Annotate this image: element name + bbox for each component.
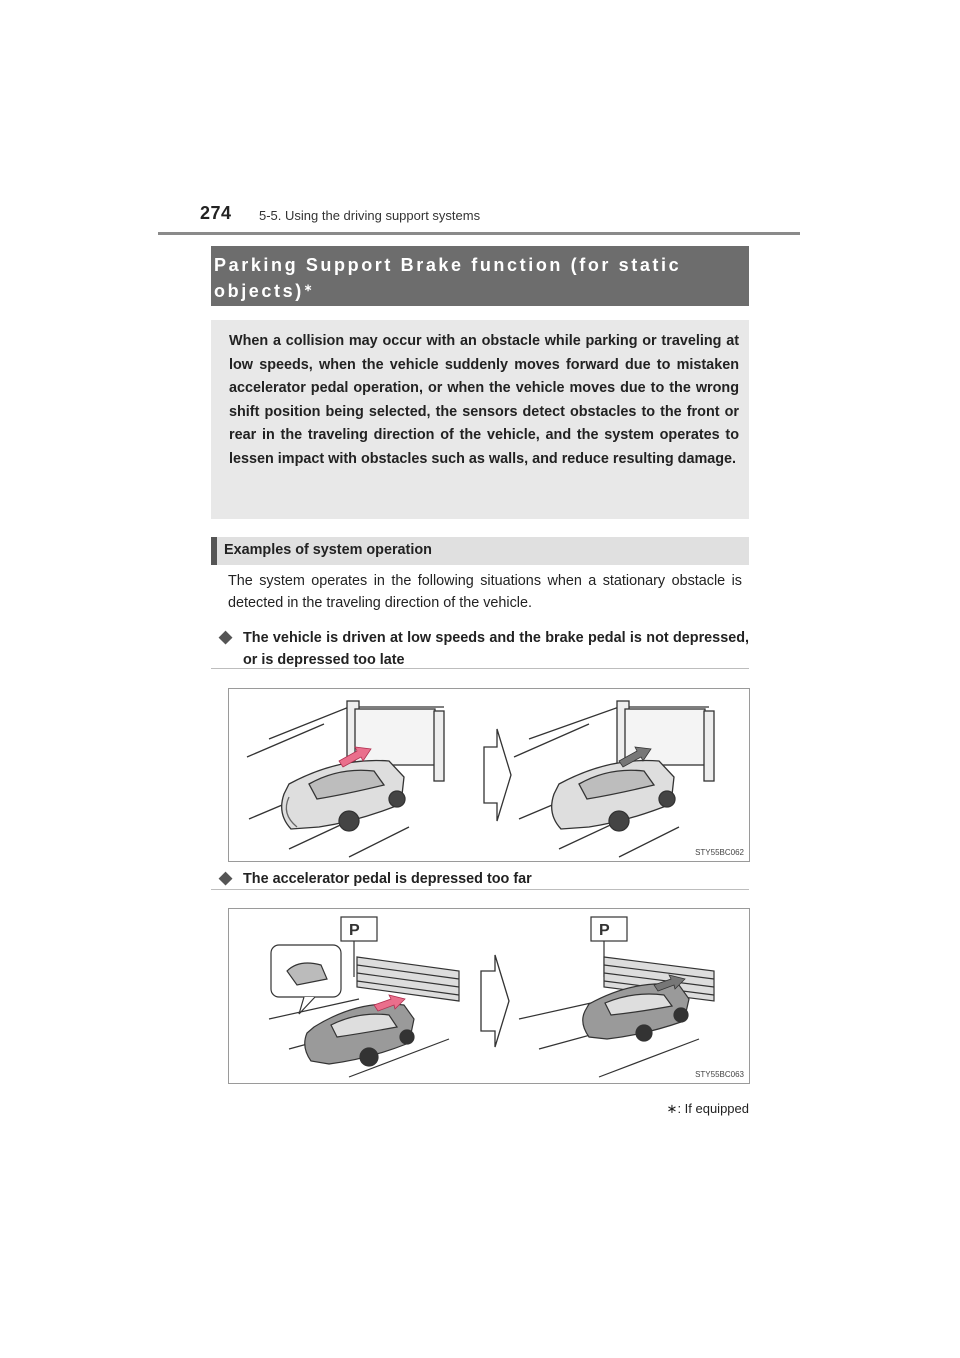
figure-code: STY55BC063 (695, 1070, 744, 1079)
intro-paragraph: When a collision may occur with an obstacle while parking or traveling at low speeds, when the vehicle suddenly moves forward due to mistaken accelerator pedal operation, or when the vehicle moves due to the wrong shift position being selected, the sensors detect obstacles to the front or rear in the traveling direction of the vehicle, and the system operates to lessen impact with obstacles such as walls, and reduce resulting damage. (211, 320, 749, 519)
page-title-text: Parking Support Brake function (for static objects) (214, 255, 682, 301)
example-item-2 (219, 868, 749, 890)
figure-accelerator (228, 908, 750, 1084)
page-title (211, 246, 749, 306)
heading-accent-bar (211, 537, 217, 565)
figure-low-speed-illustration (229, 689, 749, 861)
arrow-right-icon (481, 955, 509, 1047)
figure-accelerator-illustration (229, 909, 749, 1083)
figure-code: STY55BC062 (695, 848, 744, 857)
diamond-bullet-icon: ◆ (219, 627, 233, 646)
example-item-2-text: The accelerator pedal is depressed too far (243, 871, 532, 887)
arrow-right-icon (484, 729, 511, 821)
item-2-divider (211, 889, 749, 890)
section-title: 5-5. Using the driving support systems (259, 208, 481, 223)
footnote (667, 1101, 749, 1117)
examples-heading: Examples of system operation (211, 537, 749, 565)
item-1-divider (211, 668, 749, 669)
parking-sign-icon: P (349, 922, 360, 939)
figure-low-speed (228, 688, 750, 862)
footnote-text: : If equipped (677, 1101, 749, 1116)
example-item-1-text: The vehicle is driven at low speeds and the brake pedal is not depressed, or is depressed too late (243, 630, 749, 668)
parking-sign-icon: P (599, 922, 610, 939)
page-number: 274 (200, 203, 232, 223)
header-divider (158, 232, 800, 235)
examples-description: The system operates in the following situations when a stationary obstacle is detected in the traveling direction of the vehicle. (228, 573, 742, 611)
footnote-mark: ∗ (303, 283, 313, 294)
diamond-bullet-icon: ◆ (219, 868, 233, 887)
footnote-mark: ∗ (666, 1101, 678, 1116)
example-item-1 (219, 627, 749, 671)
